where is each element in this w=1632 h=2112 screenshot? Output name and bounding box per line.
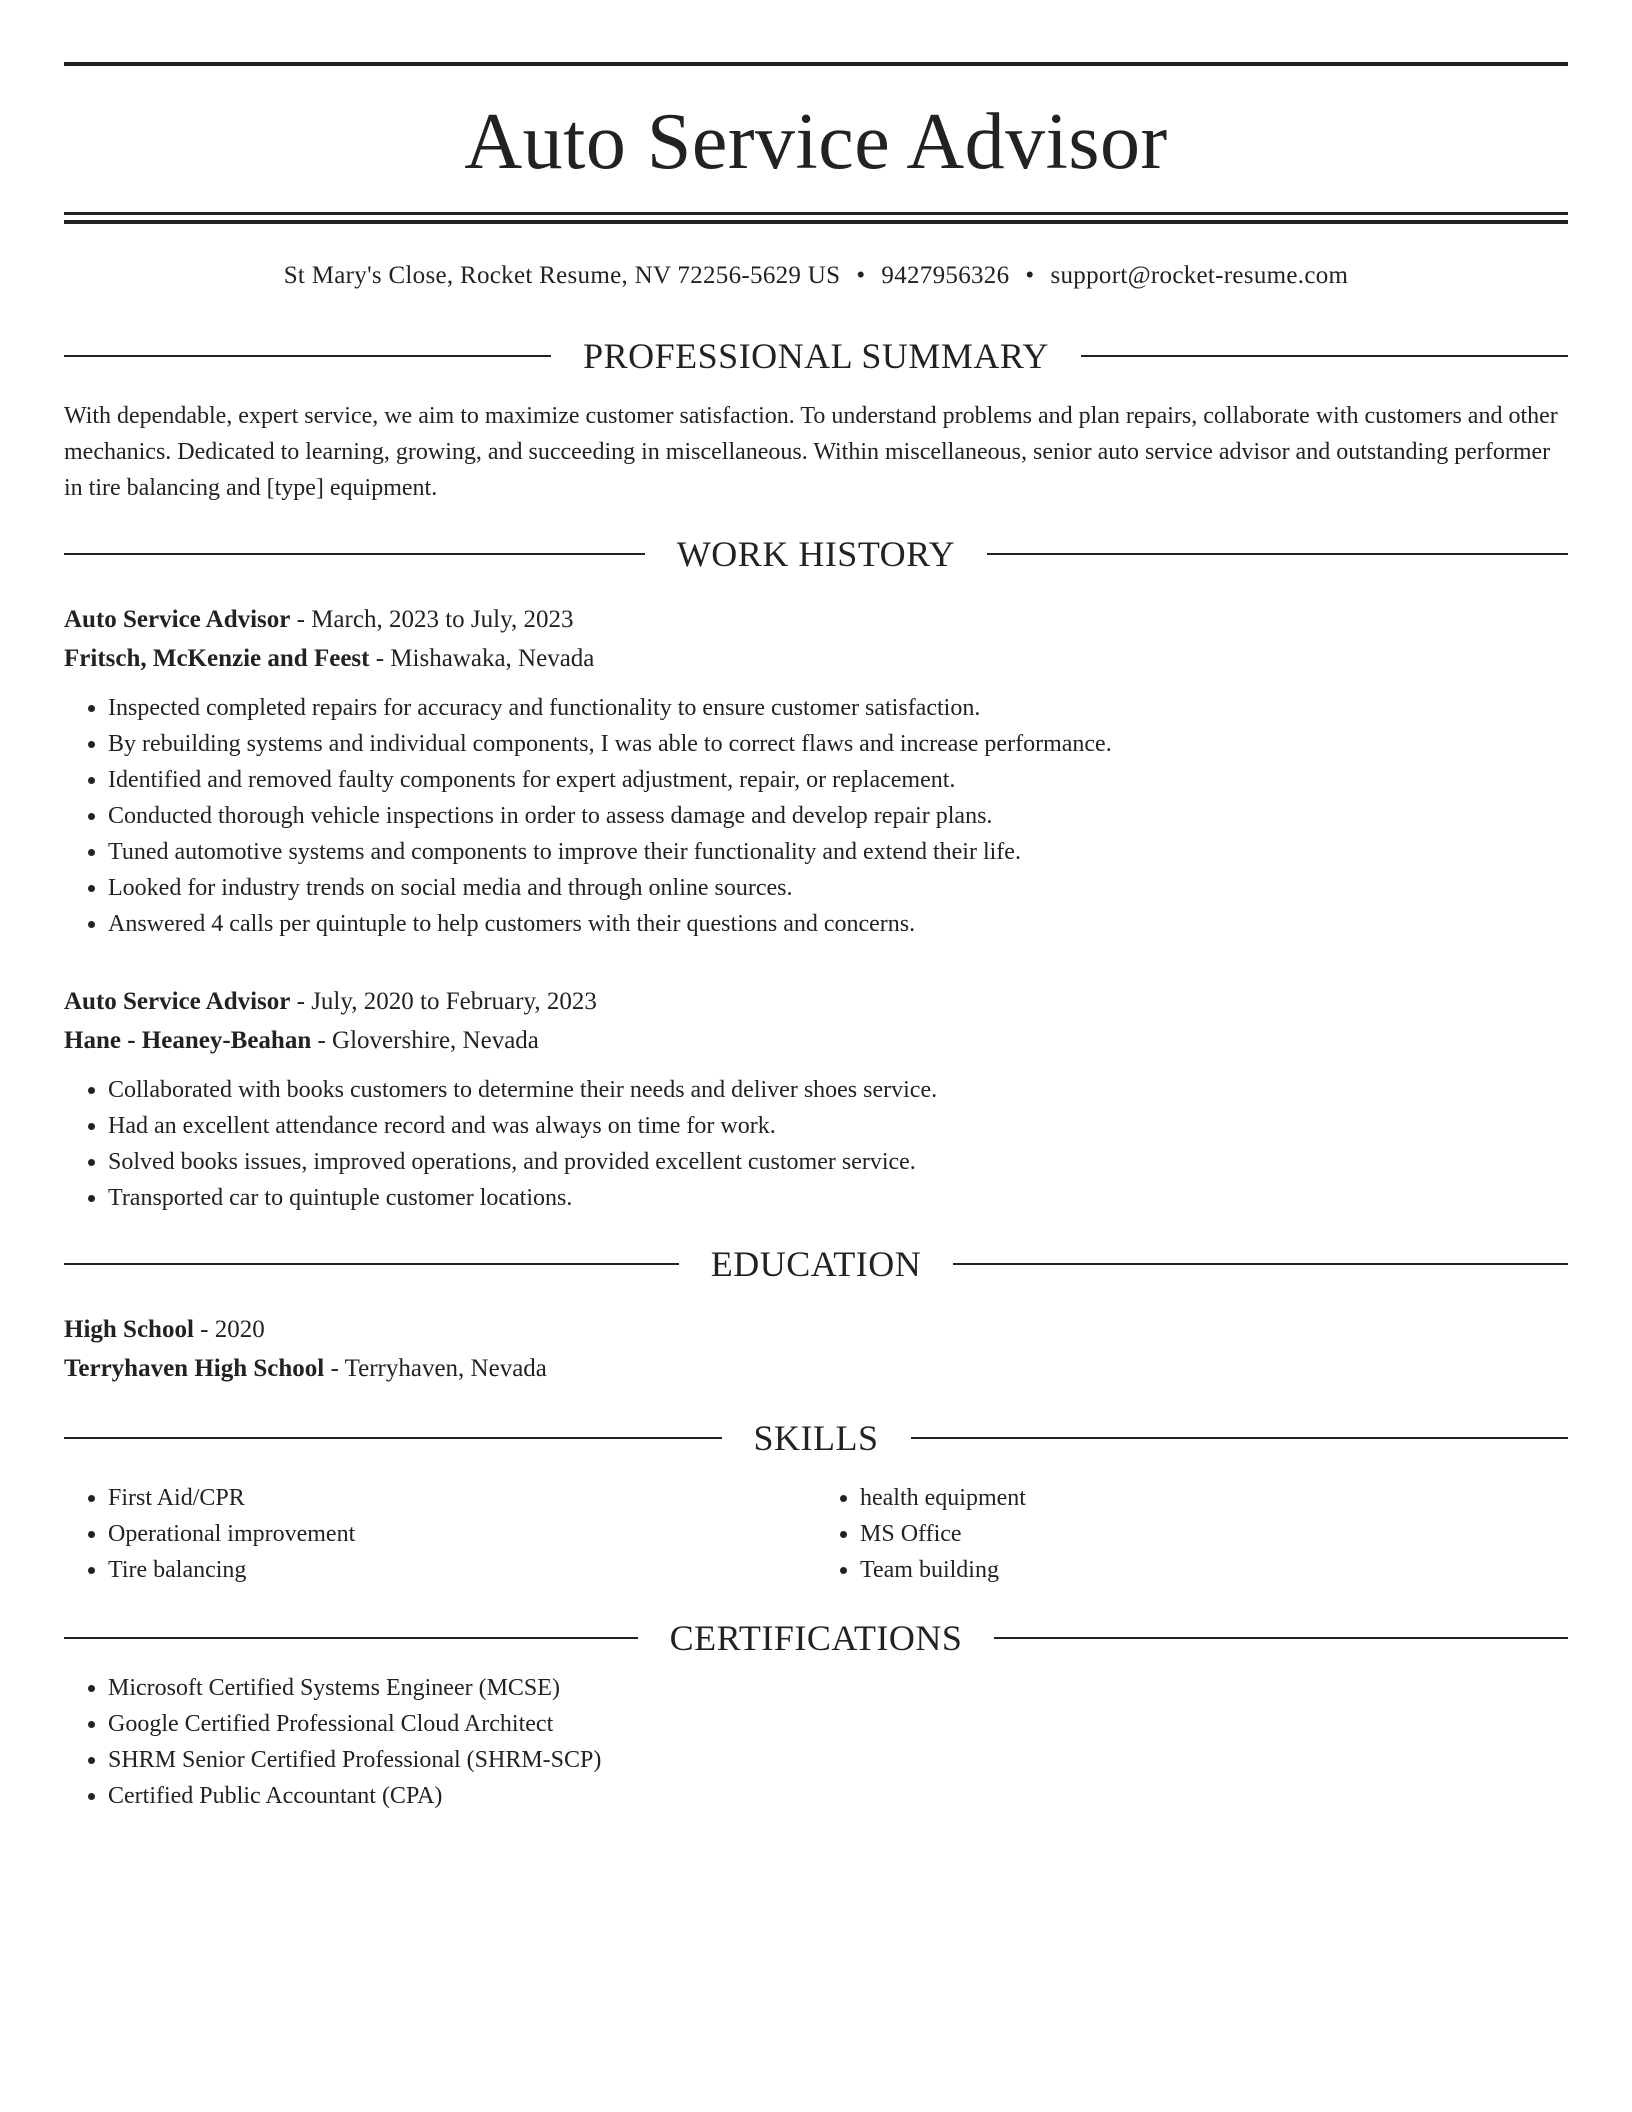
skill-item: • health equipment — [860, 1480, 1568, 1516]
job-entry — [64, 982, 1568, 1216]
certification-item: • Microsoft Certified Systems Engineer (MCSE) — [108, 1670, 1568, 1706]
job-role: Auto Service Advisor — [64, 606, 291, 633]
heading-rule-left — [64, 355, 551, 357]
skills-list — [64, 1480, 1568, 1588]
certifications-heading — [64, 1618, 1568, 1658]
job-company-line — [64, 639, 1568, 678]
list-item: • Identified and removed faulty components for expert adjustment, repair, or replacement. — [108, 762, 1568, 798]
contact-separator: • — [856, 262, 866, 289]
list-item: • Collaborated with books customers to determine their needs and deliver shoes service. — [108, 1072, 1568, 1108]
contact-email: support@rocket-resume.com — [1050, 262, 1349, 289]
job-entry — [64, 600, 1568, 942]
skill-item: • Operational improvement — [108, 1516, 816, 1552]
list-item: • Had an excellent attendance record and was always on time for work. — [108, 1108, 1568, 1144]
heading-rule-right — [911, 1437, 1569, 1439]
list-item: • Looked for industry trends on social media and through online sources. — [108, 870, 1568, 906]
resume-name: Auto Service Advisor — [464, 98, 1168, 186]
education-school: Terryhaven High School — [64, 1355, 325, 1382]
contact-address: St Mary's Close, Rocket Resume, NV 72256-5629 US — [283, 262, 841, 289]
certification-item: • Certified Public Accountant (CPA) — [108, 1778, 1568, 1814]
summary-text: With dependable, expert service, we aim to maximize customer satisfaction. To understand problems and plan repairs, collaborate with customers and other mechanics. Dedicated to learning, growing, and succeeding in miscellaneous. Within miscellaneous, senior auto service advisor and outstanding performer in tire balancing and [type] equipment. — [64, 403, 1558, 501]
top-rule — [64, 62, 1568, 66]
job-bullets — [64, 1072, 1568, 1216]
job-dates: - March, 2023 to July, 2023 — [290, 606, 574, 633]
job-role-line — [64, 982, 1568, 1021]
heading-rule-right — [987, 553, 1568, 555]
education-location: - Terryhaven, Nevada — [324, 1355, 547, 1382]
work-heading — [64, 534, 1568, 574]
double-rule — [64, 212, 1568, 224]
education-school-line — [64, 1349, 1568, 1388]
heading-rule-left — [64, 1263, 679, 1265]
certifications-list — [64, 1670, 1568, 1814]
job-company: Hane - Heaney-Beahan — [64, 1027, 312, 1054]
work-title: WORK HISTORY — [676, 534, 956, 574]
job-company: Fritsch, McKenzie and Feest — [64, 645, 370, 672]
heading-rule-right — [1081, 355, 1568, 357]
list-item: • Tuned automotive systems and components to improve their functionality and extend their life. — [108, 834, 1568, 870]
job-dates: - July, 2020 to February, 2023 — [290, 988, 597, 1015]
skills-heading — [64, 1418, 1568, 1458]
skill-item: • Tire balancing — [108, 1552, 816, 1588]
certification-item: • SHRM Senior Certified Professional (SHRM-SCP) — [108, 1742, 1568, 1778]
education-degree-line — [64, 1310, 1568, 1349]
summary-title: PROFESSIONAL SUMMARY — [583, 336, 1049, 376]
certifications-title: CERTIFICATIONS — [669, 1618, 963, 1658]
education-degree: High School — [64, 1316, 194, 1343]
job-role: Auto Service Advisor — [64, 988, 291, 1015]
list-item: • Answered 4 calls per quintuple to help customers with their questions and concerns. — [108, 906, 1568, 942]
job-bullets — [64, 690, 1568, 942]
skill-item: • First Aid/CPR — [108, 1480, 816, 1516]
list-item: • Inspected completed repairs for accuracy and functionality to ensure customer satisfaction. — [108, 690, 1568, 726]
list-item: • Solved books issues, improved operations, and provided excellent customer service. — [108, 1144, 1568, 1180]
list-item: • By rebuilding systems and individual components, I was able to correct flaws and increase performance. — [108, 726, 1568, 762]
education-entry — [64, 1310, 1568, 1388]
summary-heading — [64, 336, 1568, 376]
skills-column-left — [64, 1480, 816, 1588]
heading-rule-right — [953, 1263, 1568, 1265]
job-role-line — [64, 600, 1568, 639]
skills-column-right — [816, 1480, 1568, 1588]
skill-item: • MS Office — [860, 1516, 1568, 1552]
heading-rule-left — [64, 1437, 722, 1439]
education-title: EDUCATION — [710, 1244, 922, 1284]
list-item: • Conducted thorough vehicle inspections in order to assess damage and develop repair plans. — [108, 798, 1568, 834]
certification-item: • Google Certified Professional Cloud Architect — [108, 1706, 1568, 1742]
skill-item: • Team building — [860, 1552, 1568, 1588]
job-location: - Glovershire, Nevada — [311, 1027, 539, 1054]
education-year: - 2020 — [193, 1316, 265, 1343]
heading-rule-left — [64, 1637, 638, 1639]
contact-line — [64, 260, 1568, 292]
job-location: - Mishawaka, Nevada — [369, 645, 595, 672]
contact-separator: • — [1025, 262, 1035, 289]
job-company-line — [64, 1021, 1568, 1060]
education-heading — [64, 1244, 1568, 1284]
contact-phone: 9427956326 — [881, 262, 1010, 289]
skills-title: SKILLS — [753, 1418, 879, 1458]
heading-rule-left — [64, 553, 645, 555]
list-item: • Transported car to quintuple customer locations. — [108, 1180, 1568, 1216]
heading-rule-right — [994, 1637, 1568, 1639]
